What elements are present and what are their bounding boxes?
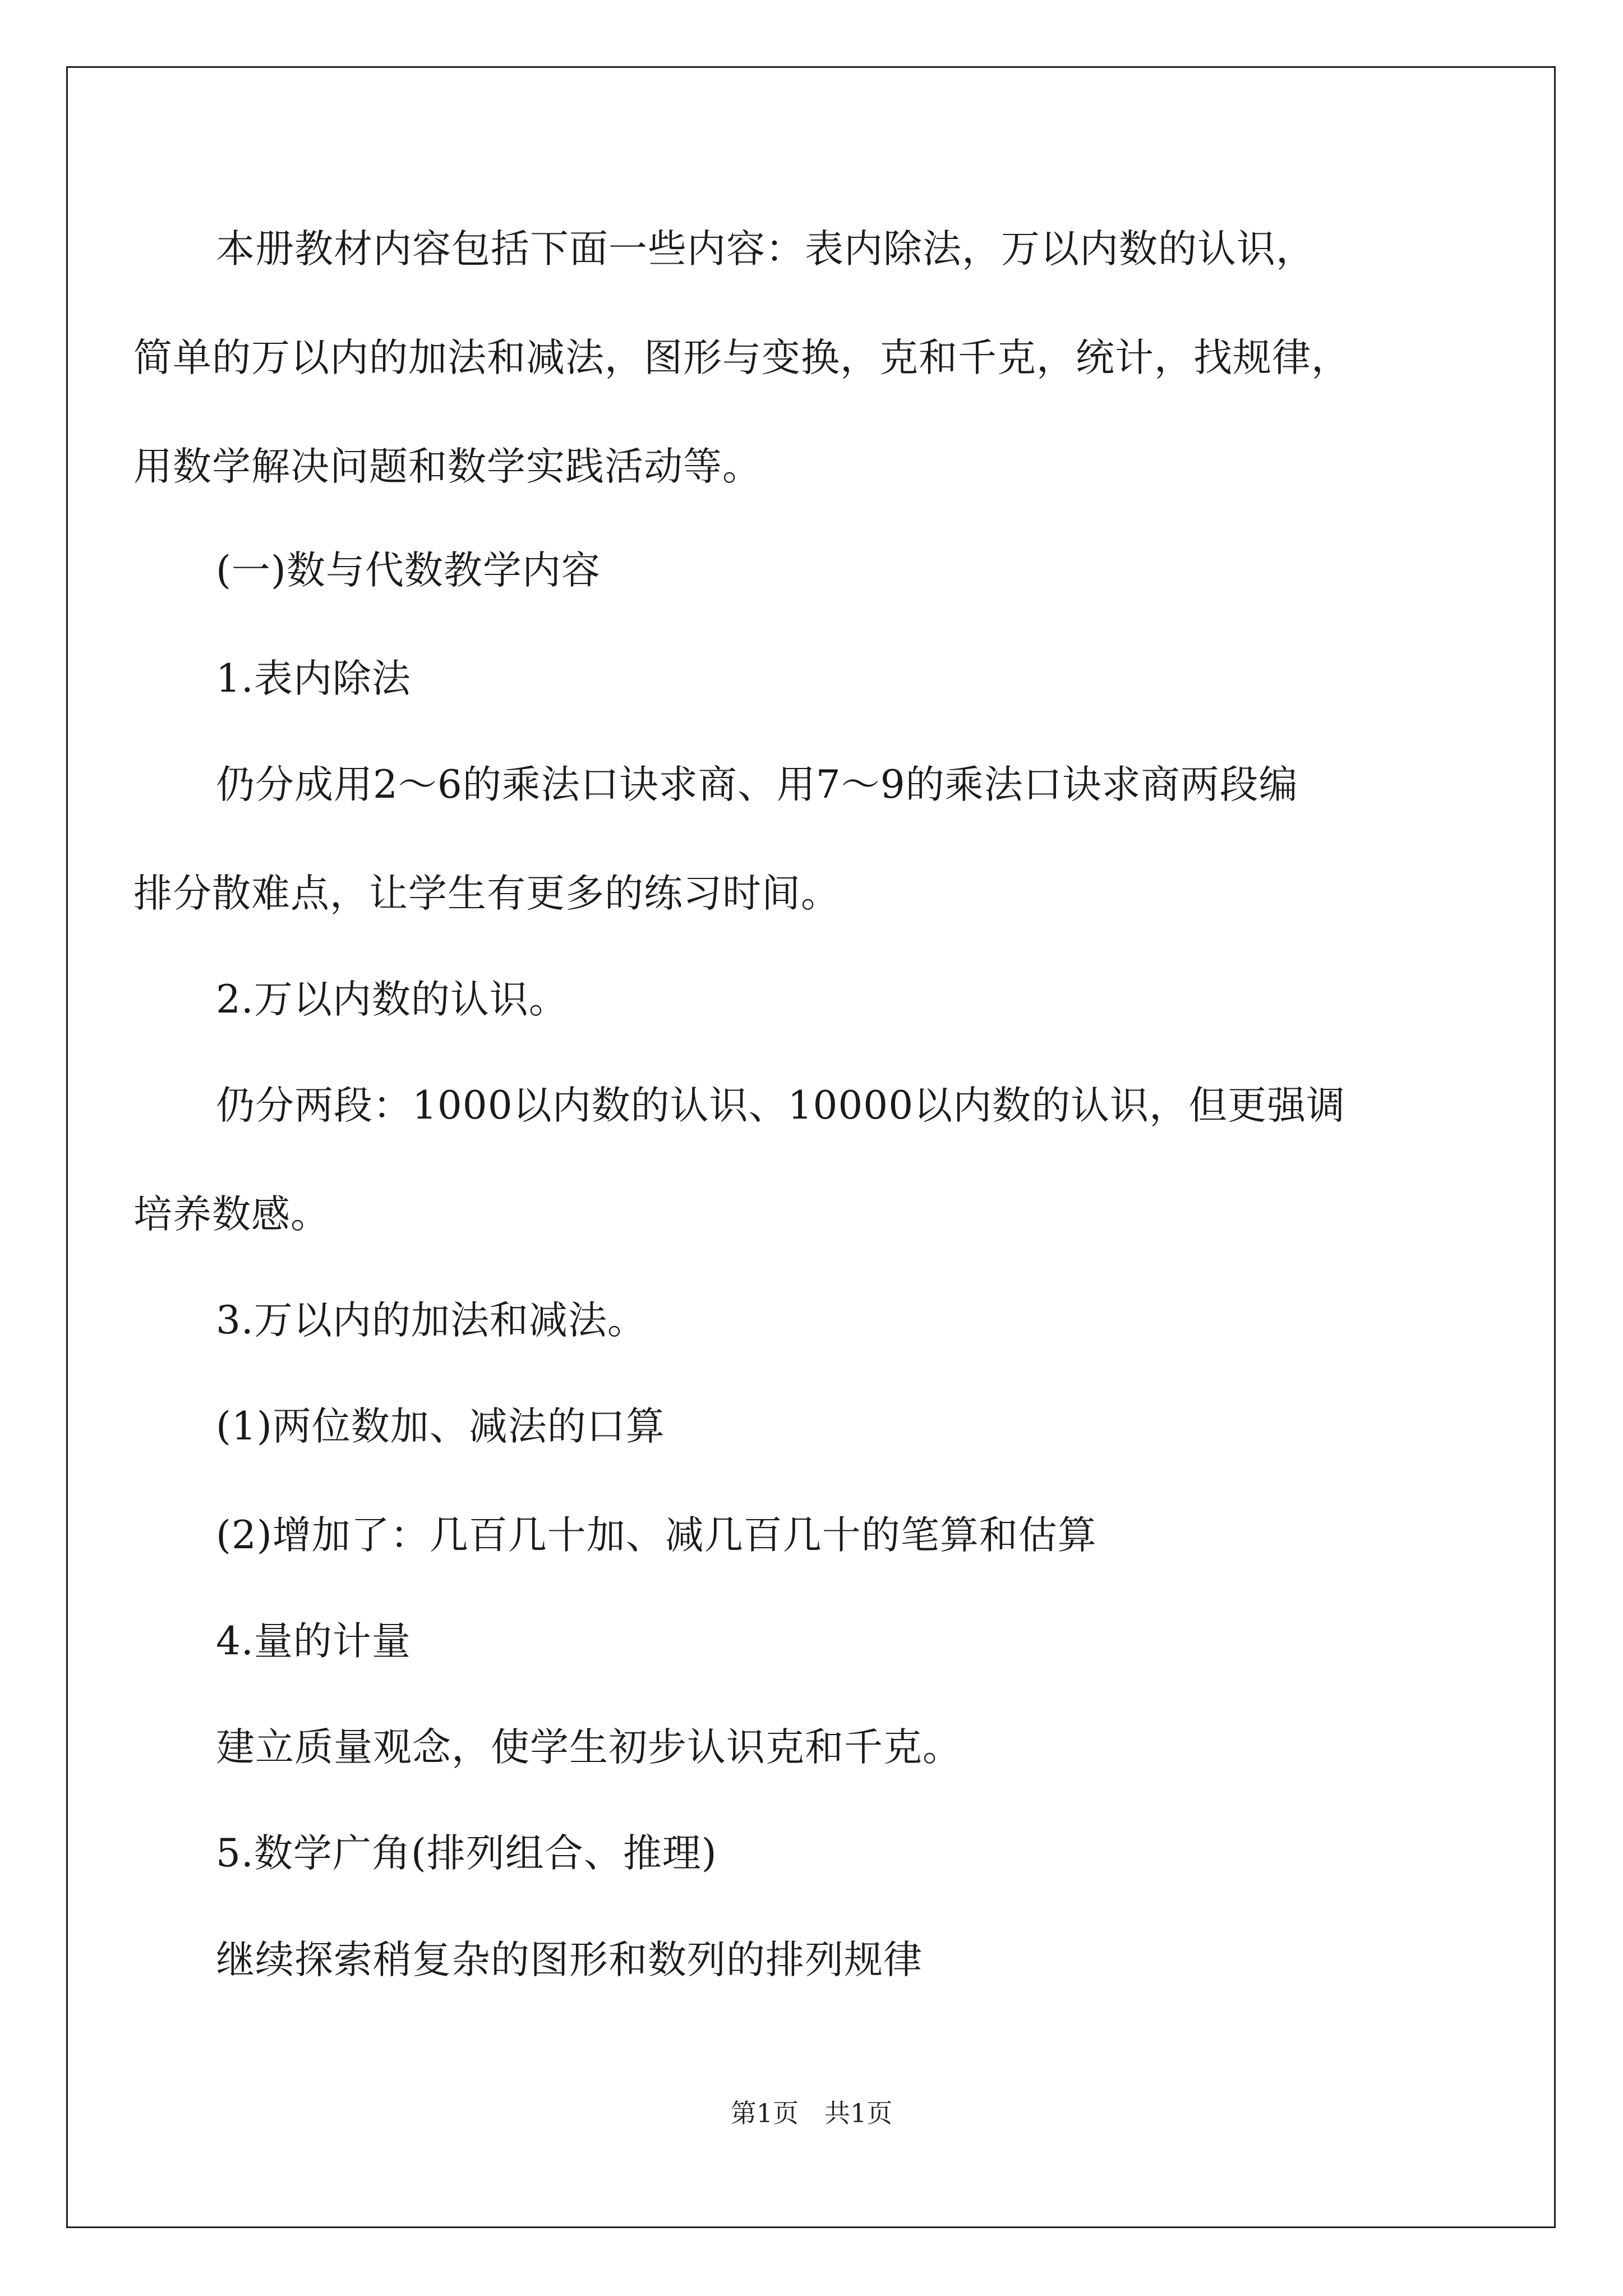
page-number: 第1页: [730, 2098, 799, 2128]
section-heading: (一)数与代数教学内容: [216, 548, 601, 593]
paragraph-1-line-3: 用数学解决问题和数学实践活动等。: [133, 444, 762, 489]
item-5-text: 继续探索稍复杂的图形和数列的排列规律: [216, 1938, 923, 1982]
paragraph-1-line-1: 本册教材内容包括下面一些内容：表内除法，万以内数的认识，: [216, 227, 1315, 272]
item-4-text: 建立质量观念，使学生初步认识克和千克。: [216, 1725, 962, 1770]
item-1-text-line-2: 排分散难点，让学生有更多的练习时间。: [133, 871, 840, 916]
item-heading-3: 3.万以内的加法和减法。: [216, 1298, 647, 1343]
item-heading-2: 2.万以内数的认识。: [216, 977, 568, 1022]
sub-item-2: (2)增加了：几百几十加、减几百几十的笔算和估算: [216, 1513, 1097, 1558]
page-footer: [0, 2100, 1623, 2126]
item-heading-1: 1.表内除法: [216, 656, 411, 701]
item-2-text-line-1: 仍分两段：1000以内数的认识、10000以内数的认识，但更强调: [216, 1083, 1346, 1128]
item-2-text-line-2: 培养数感。: [133, 1192, 330, 1237]
item-1-text-line-1: 仍分成用2～6的乘法口诀求商、用7～9的乘法口诀求商两段编: [216, 762, 1298, 807]
item-heading-5: 5.数学广角(排列组合、推理): [216, 1831, 717, 1876]
sub-item-1: (1)两位数加、减法的口算: [216, 1404, 665, 1449]
item-heading-4: 4.量的计量: [216, 1619, 411, 1664]
page-total: 共1页: [824, 2098, 893, 2128]
page-border: [66, 66, 1556, 2228]
paragraph-1-line-2: 简单的万以内的加法和减法，图形与变换，克和千克，统计，找规律，: [133, 335, 1350, 380]
